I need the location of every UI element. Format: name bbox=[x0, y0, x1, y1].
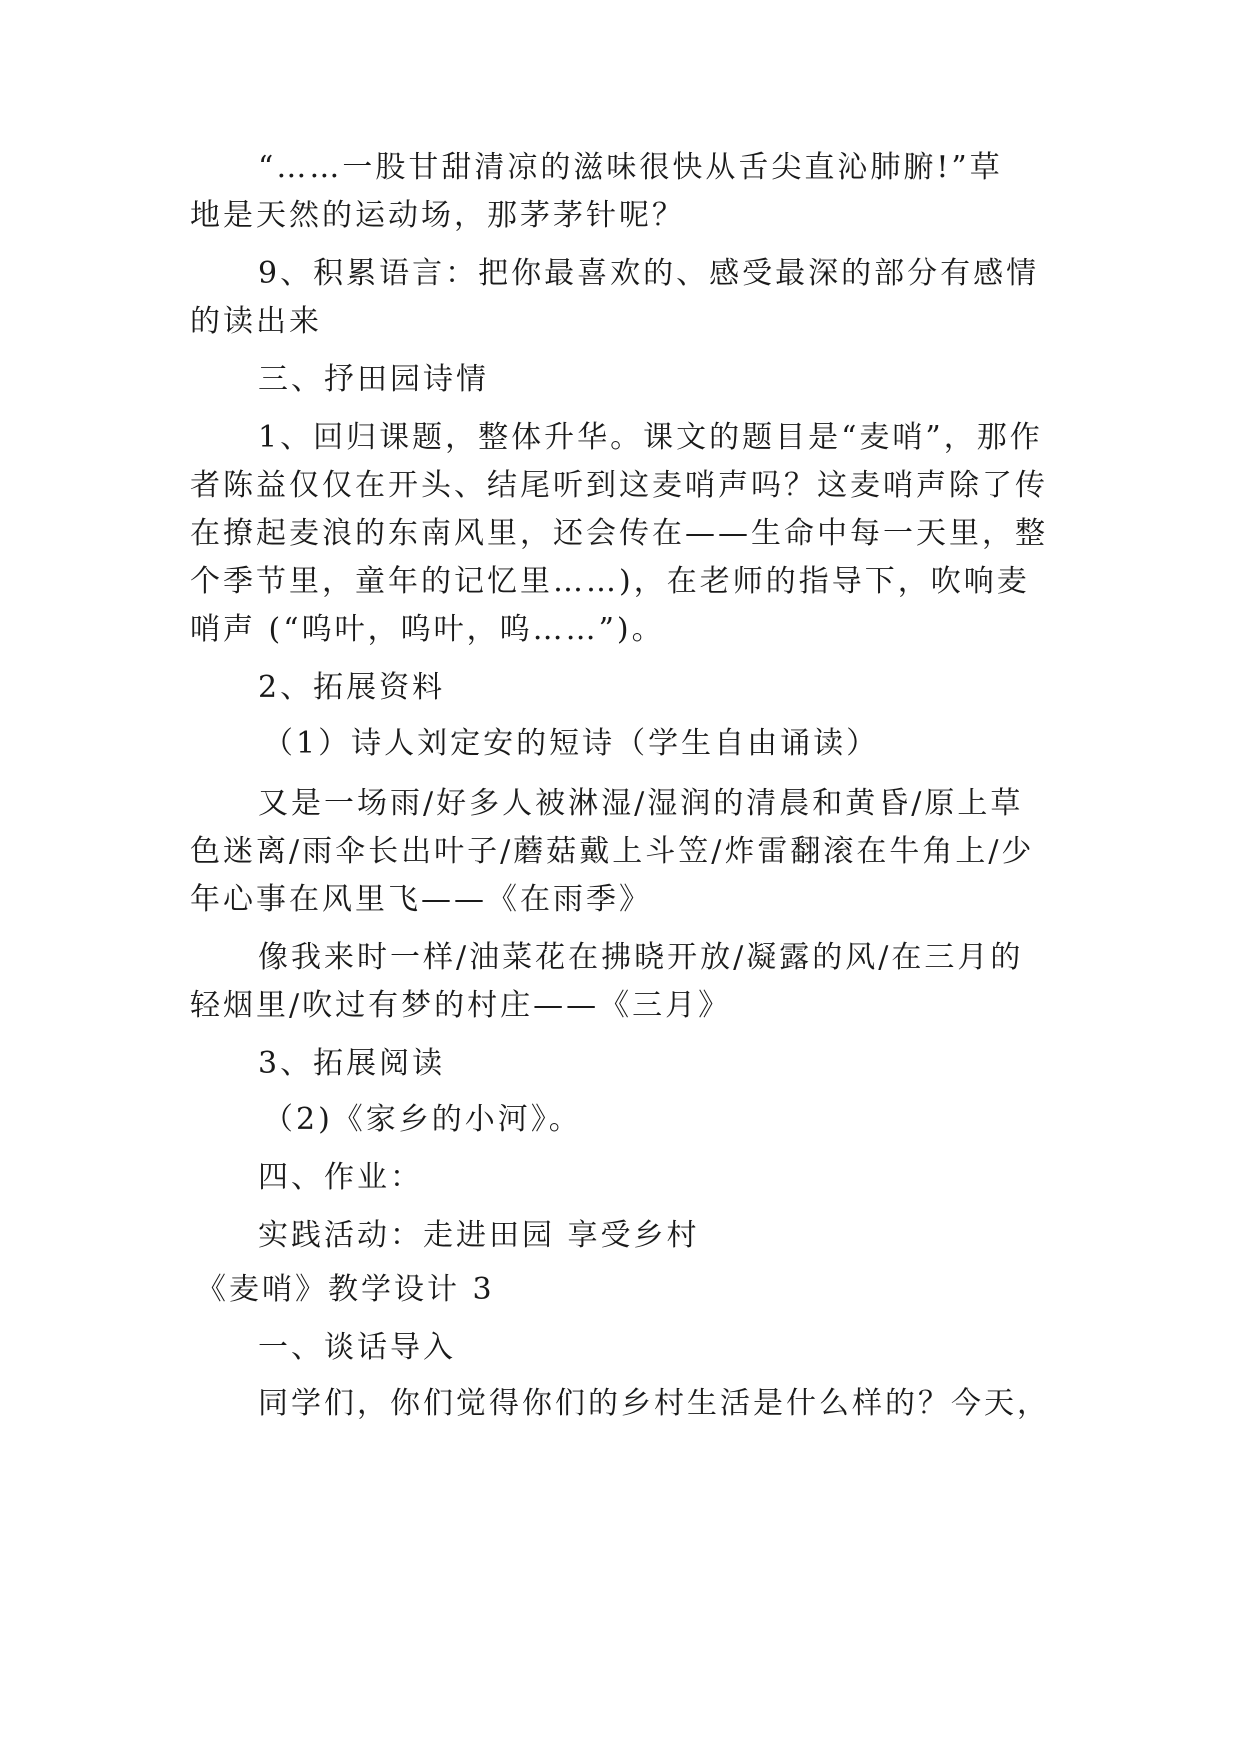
paragraph-line: 2、拓展资料 bbox=[258, 670, 446, 705]
document-title: 《麦哨》教学设计 3 bbox=[196, 1272, 495, 1307]
paragraph-line: 1、回归课题，整体升华。课文的题目是“麦哨”，那作 bbox=[258, 420, 1043, 455]
paragraph-line: 在撩起麦浪的东南风里，还会传在——生命中每一天里，整 bbox=[190, 516, 1048, 551]
paragraph-line: 哨声 (“呜叶，呜叶，呜……”)。 bbox=[190, 612, 665, 647]
poem-line: 像我来时一样/油菜花在拂晓开放/凝露的风/在三月的 bbox=[258, 940, 1024, 975]
poem-line: 年心事在风里飞——《在雨季》 bbox=[190, 882, 652, 917]
section-heading: 一、谈话导入 bbox=[258, 1330, 456, 1365]
paragraph-line: 地是天然的运动场，那茅茅针呢？ bbox=[190, 198, 685, 233]
paragraph-line: 3、拓展阅读 bbox=[258, 1046, 446, 1081]
paragraph-line: 实践活动：走进田园 享受乡村 bbox=[258, 1218, 700, 1253]
section-heading: 四、作业： bbox=[258, 1160, 423, 1195]
section-heading: 三、抒田园诗情 bbox=[258, 362, 489, 397]
poem-line: 又是一场雨/好多人被淋湿/湿润的清晨和黄昏/原上草 bbox=[258, 786, 1024, 821]
paragraph-line: 的读出来 bbox=[190, 304, 322, 339]
paragraph-line: “……一股甘甜清凉的滋味很快从舌尖直沁肺腑!”草 bbox=[258, 150, 1003, 185]
poem-line: 色迷离/雨伞长出叶子/蘑菇戴上斗笠/炸雷翻滚在牛角上/少 bbox=[190, 834, 1035, 869]
paragraph-line: 9、积累语言：把你最喜欢的、感受最深的部分有感情 bbox=[258, 256, 1040, 291]
paragraph-line: 个季节里，童年的记忆里……)，在老师的指导下，吹响麦 bbox=[190, 564, 1030, 599]
poem-line: 轻烟里/吹过有梦的村庄——《三月》 bbox=[190, 988, 732, 1023]
paragraph-line: 者陈益仅仅在开头、结尾听到这麦哨声吗？这麦哨声除了传 bbox=[190, 468, 1048, 503]
paragraph-line: （1）诗人刘定安的短诗（学生自由诵读） bbox=[263, 726, 880, 761]
paragraph-line: 同学们，你们觉得你们的乡村生活是什么样的？今天， bbox=[258, 1386, 1050, 1421]
paragraph-line: （2)《家乡的小河》。 bbox=[263, 1102, 582, 1137]
